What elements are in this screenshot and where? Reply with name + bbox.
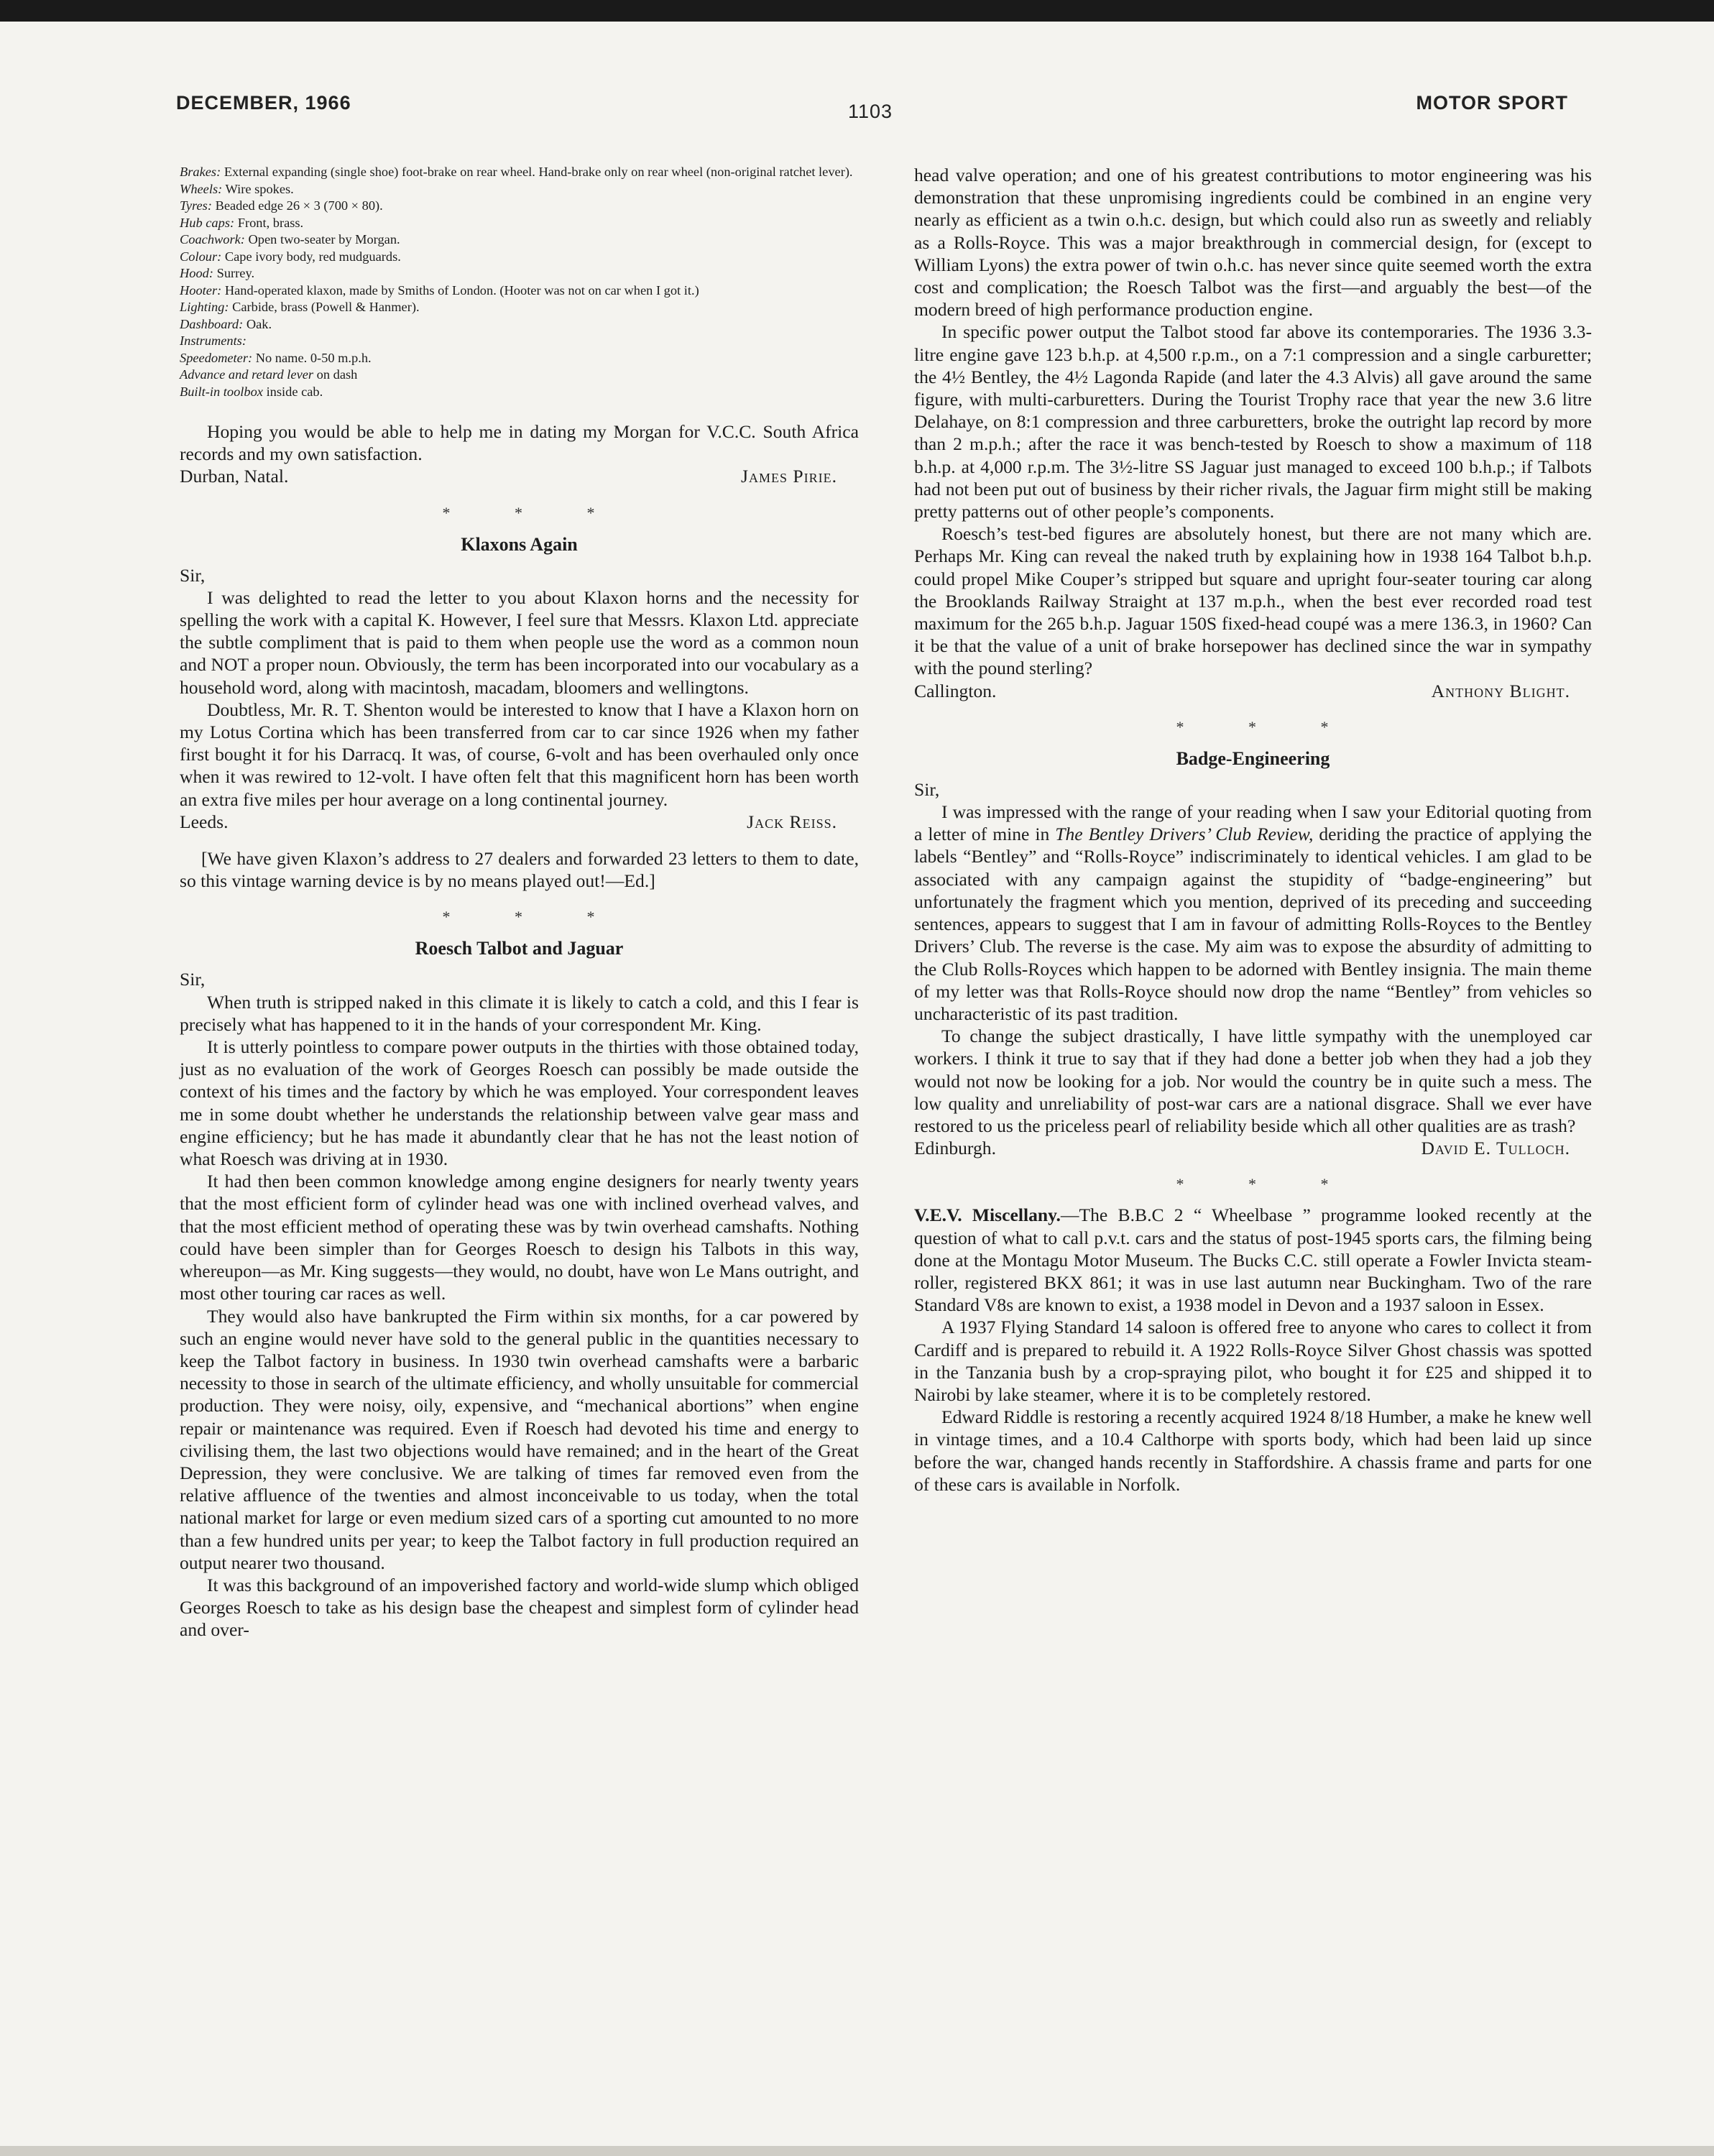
klaxons-signoff xyxy=(180,811,859,833)
badge-paragraph: To change the subject drastically, I have little sympathy with the unemployed car workers. I think it true to say that if they had done a better job when they had a job they would not now be looking for a job. Nor would the country be in quite such a mess. The low quality and unreliability of post-war cars are a national disgrace. Shall we ever have restored to us the priceless pearl of reliability beside which all other qualities are as trash? xyxy=(914,1026,1592,1136)
vev-paragraph: Edward Riddle is restoring a recently acquired 1924 8/18 Humber, a make he knew well in vintage times, and a 10.4 Calthorpe with sports body, which had been laid up since before the war, changed hands recently in Staffordshire. A chassis frame and parts for one of these cars is available in Norfolk. xyxy=(914,1406,1592,1495)
vev-heading: V.E.V. Miscellany. xyxy=(914,1204,1061,1226)
spec-value: Surrey. xyxy=(216,266,255,280)
spec-key: Hooter xyxy=(180,282,218,298)
klaxons-title: Klaxons Again xyxy=(461,533,578,555)
roesch-salutation: Sir, xyxy=(180,969,206,990)
roesch-paragraph: It was this background of an impoverished factory and world-wide slump which obliged Georges Roesch to take as his design base the cheapest and simplest form of cylinder head and over- xyxy=(180,1574,859,1641)
spec-key: Hood xyxy=(180,266,209,280)
pirie-signature: James Pirie. xyxy=(741,466,837,487)
publication-title: The Bentley Drivers’ Club Review, xyxy=(1055,824,1314,845)
spec-value: Beaded edge 26 × 3 (700 × 80). xyxy=(215,198,383,213)
spec-value: External expanding (single shoe) foot-brake on rear wheel. Hand-brake only on rear wheel (non-original ratchet lever). xyxy=(224,165,853,179)
pirie-signoff xyxy=(180,465,859,487)
badge-salutation: Sir, xyxy=(914,778,940,800)
spec-item xyxy=(180,384,859,401)
editor-note: [We have given Klaxon’s address to 27 dealers and forwarded 23 letters to them to date, so this vintage warning device is by no means played out!—Ed.] xyxy=(180,848,859,892)
spec-value: No name. 0-50 m.p.h. xyxy=(255,350,372,365)
spec-key: Brakes xyxy=(180,165,217,179)
badge-paragraph: I was impressed with the range of your reading when I saw your Editorial quoting from a letter of mine in The Bentley Drivers’ Club Review, deriding the practice of applying the labels “Bentley” and “Rolls-Royce” indiscriminately to identical vehicles. I am glad to be associated with any campaign against the stupidity of “badge-engineering” but unfortunately the fragment which you mention, deprived of its preceding and succeeding sentences, appears to suggest that I am in favour of admitting Rolls-Royces to the Bentley Drivers’ Club. The reverse is the case. My aim was to expose the absurdity of admitting to the Club Rolls-Royces which happen to be adorned with Bentley insignia. The main theme of my letter was that Rolls-Royce should now drop the name “Bentley” from vehicles so uncharacteristic of its past tradition. xyxy=(914,801,1592,1024)
spec-key: Hub caps xyxy=(180,215,230,230)
roesch-title: Roesch Talbot and Jaguar xyxy=(415,938,624,959)
spec-item: Hub caps: Front, brass. xyxy=(180,215,304,230)
roesch-signoff xyxy=(914,680,1592,702)
klaxons-signature: Jack Reiss. xyxy=(747,811,837,832)
spec-key: Dashboard xyxy=(180,316,239,331)
roesch-paragraph: They would also have bankrupted the Firm within six months, for a car powered by such an engine would never have sold to the general public in the quantities necessary to keep the Talbot factory in business. In 1930 twin overhead camshafts were a barbaric necessity to those in search of the ultimate efficiency, and wholly unsuitable for commercial production. They were noisy, oily, expensive, and “mechanical abortions” when engine repair or maintenance was required. Even if Roesch had devoted his time and energy to civilising them, the last two objections would have remained; and in the heart of the Great Depression, they were conclusive. We are talking of times far removed even from the relative affluence of the twenties and almost inconceivable to us today, when the total national market for large or even medium sized cars of a sporting cut amounted to no more than a few hundred units per year; to keep the Talbot factory in full production required an output nearer two thousand. xyxy=(180,1305,859,1573)
roesch-continued-paragraph: Roesch’s test-bed figures are absolutely honest, but there are not many which are. Perhaps Mr. King can reveal the naked truth by explaining how in 1938 164 Talbot b.h.p. could propel Mike Couper’s stripped but square and upright four-seater touring car along the Brooklands Railway Straight at 137 m.p.h., when the best ever recorded road test maximum for the 265 b.h.p. Jaguar 150S fixed-head coupé was a mere 136.3, in 1960? Can it be that the value of a unit of brake horsepower has declined since the war in sympathy with the pound sterling? xyxy=(914,523,1592,679)
spec-key: Lighting xyxy=(180,300,225,314)
issue-date: DECEMBER, 1966 xyxy=(176,92,351,114)
spec-key: Speedometer xyxy=(180,350,248,365)
scan-top-edge xyxy=(0,0,1714,22)
spec-key: Instruments xyxy=(180,333,242,348)
roesch-continued-paragraph: head valve operation; and one of his greatest contributions to motor engineering was his demonstration that these unpromising ingredients could be combined in an engine very nearly as efficient as a twin o.h.c. design, but which could also run as sweetly and reliably as a Rolls-Royce. This was a major breakthrough in commercial design, for (except to William Lyons) the extra power of twin o.h.c. has never since quite seemed worth the extra cost and complication; the Roesch Talbot was the first—and arguably the best—of the modern breed of high performance production engine. xyxy=(914,165,1592,321)
spec-key: Built-in toolbox xyxy=(180,384,263,399)
page-number: 1103 xyxy=(848,101,893,122)
spec-item: Hood: Surrey. xyxy=(180,266,255,280)
spec-value: Cape ivory body, red mudguards. xyxy=(224,249,401,264)
section-divider: * * * xyxy=(1176,717,1359,736)
spec-value: Oak. xyxy=(246,316,272,331)
badge-place: Edinburgh. xyxy=(914,1138,996,1159)
spec-key: Wheels xyxy=(180,181,218,196)
spec-item: Colour: Cape ivory body, red mudguards. xyxy=(180,249,401,264)
spec-key: Colour xyxy=(180,249,218,264)
magazine-title: MOTOR SPORT xyxy=(1416,92,1568,114)
right-column xyxy=(914,164,1592,1496)
klaxons-salutation: Sir, xyxy=(180,564,206,586)
pirie-paragraph: Hoping you would be able to help me in dating my Morgan for V.C.C. South Africa records and my own satisfaction. xyxy=(180,421,859,465)
spec-item xyxy=(180,367,859,384)
roesch-continued-paragraph: In specific power output the Talbot stood far above its contemporaries. The 1936 3.3-litre engine gave 123 b.h.p. at 4,500 r.p.m., on a 7:1 compression and a single carburetter; the 4½ Bentley, the 4½ Lagonda Rapide (and later the 4.3 Alvis) all gave around the same figure, with multi-carburetters. During the Tourist Trophy race that year the new 3.6 litre Delahaye, on 8:1 compression and three carburetters, broke the outright lap record by more than 2 m.p.h.; after the race it was bench-tested by Roesch to show a maximum of 118 b.h.p. at 4,000 r.p.m. The 3½-litre SS Jaguar just managed to exceed 100 b.h.p.; if Talbots had not been put out of business by their richer rivals, the Jaguar firm might still be making pretty patterns out of other people’s components. xyxy=(914,321,1592,522)
badge-signature: David E. Tulloch. xyxy=(1421,1138,1570,1159)
klaxons-place: Leeds. xyxy=(180,811,229,832)
roesch-paragraph: It is utterly pointless to compare power outputs in the thirties with those obtained today, just as no evaluation of the work of Georges Roesch can possibly be made outside the context of his times and the factory by which he was employed. Your correspondent leaves me in some doubt whether he understands the relationship between valve gear mass and engine efficiency; but he has made it abundantly clear that he has not the least notion of what Roesch was driving at in 1930. xyxy=(180,1036,859,1170)
spec-key: Tyres xyxy=(180,198,208,213)
spec-item: Instruments: xyxy=(180,333,246,348)
spec-item: Dashboard: Oak. xyxy=(180,316,272,331)
spec-value: Open two-seater by Morgan. xyxy=(248,232,400,247)
section-divider: * * * xyxy=(442,503,625,522)
spec-value: inside cab. xyxy=(266,384,323,399)
spec-item: Tyres: Beaded edge 26 × 3 (700 × 80). xyxy=(180,198,383,213)
spec-key: Coachwork xyxy=(180,232,241,247)
spec-key: Advance and retard lever xyxy=(180,367,314,382)
spec-item: Coachwork: Open two-seater by Morgan. xyxy=(180,232,400,247)
spec-value: Wire spokes. xyxy=(225,181,294,196)
left-column xyxy=(180,164,859,1641)
spec-value: Front, brass. xyxy=(237,215,304,230)
klaxons-paragraph: Doubtless, Mr. R. T. Shenton would be interested to know that I have a Klaxon horn on my Lotus Cortina which has been transferred from car to car since 1926 when my father first bought it for his Darracq. It was, of course, 6-volt and has been overhauled only once when it was rewired to 12-volt. I have often felt that this magnificent horn has been worth an extra five miles per hour average on a long continental journey. xyxy=(180,699,859,810)
spec-item: Wheels: Wire spokes. xyxy=(180,181,294,196)
spec-list xyxy=(180,164,859,400)
scan-bottom-edge xyxy=(0,2146,1714,2156)
spec-item: Speedometer: No name. 0-50 m.p.h. xyxy=(180,350,372,365)
pirie-place: Durban, Natal. xyxy=(180,466,289,487)
roesch-paragraph: When truth is stripped naked in this climate it is likely to catch a cold, and this I fear is precisely what has happened to it in the hands of your correspondent Mr. King. xyxy=(180,991,859,1035)
vev-paragraph: V.E.V. Miscellany.—The B.B.C 2 “ Wheelbase ” programme looked recently at the question of what to call p.v.t. cars and the status of post-1945 sports cars, the filming being done at the Montagu Motor Museum. The Bucks C.C. still operate a Fowler Invicta steam-roller, registered BKX 861; it was in use last autumn near Buckingham. Two of the rare Standard V8s are known to exist, a 1938 model in Devon and a 1937 saloon in Essex. xyxy=(914,1204,1593,1316)
spec-value: Carbide, brass (Powell & Hanmer). xyxy=(232,300,420,314)
roesch-paragraph: It had then been common knowledge among engine designers for nearly twenty years that the most efficient form of cylinder head was one with inclined overhead valves, and that the most efficient method of operating these was by twin overhead camshafts. Nothing could have been simpler than for Georges Roesch to design his Talbots in this way, whereupon—as Mr. King suggests—they would, no doubt, have won Le Mans outright, and most other touring car races as well. xyxy=(180,1171,859,1304)
klaxons-paragraph: I was delighted to read the letter to you about Klaxon horns and the necessity for spelling the work with a capital K. However, I feel sure that Messrs. Klaxon Ltd. appreciate the subtle compliment that is paid to them when people use the word as a common noun and NOT a proper noun. Obviously, the term has been incorporated into our vocabulary as a household word, along with macintosh, macadam, bloomers and wellingtons. xyxy=(180,586,859,698)
spec-item: Lighting: Carbide, brass (Powell & Hanmer). xyxy=(180,300,420,314)
spec-item: Hooter: Hand-operated klaxon, made by Smiths of London. (Hooter was not on car when I got it.) xyxy=(180,282,699,298)
section-divider: * * * xyxy=(442,908,625,926)
section-divider: * * * xyxy=(1176,1175,1359,1194)
spec-value: on dash xyxy=(316,367,358,382)
vev-paragraph: A 1937 Flying Standard 14 saloon is offered free to anyone who cares to collect it from Cardiff and is prepared to rebuild it. A 1922 Rolls-Royce Silver Ghost chassis was spotted in the Tanzania bush by a crop-spraying pilot, who bought it for £25 and shipped it to Nairobi by lake steamer, where it is to be completely restored. xyxy=(914,1317,1592,1405)
roesch-place: Callington. xyxy=(914,680,997,701)
badge-title: Badge-Engineering xyxy=(1176,747,1330,769)
spec-value: Hand-operated klaxon, made by Smiths of London. (Hooter was not on car when I got it.) xyxy=(224,282,699,298)
roesch-signature: Anthony Blight. xyxy=(1431,680,1570,701)
badge-signoff xyxy=(914,1137,1592,1159)
spec-item: Brakes: External expanding (single shoe) foot-brake on rear wheel. Hand-brake only on rear wheel (non-original ratchet lever). xyxy=(180,165,853,179)
